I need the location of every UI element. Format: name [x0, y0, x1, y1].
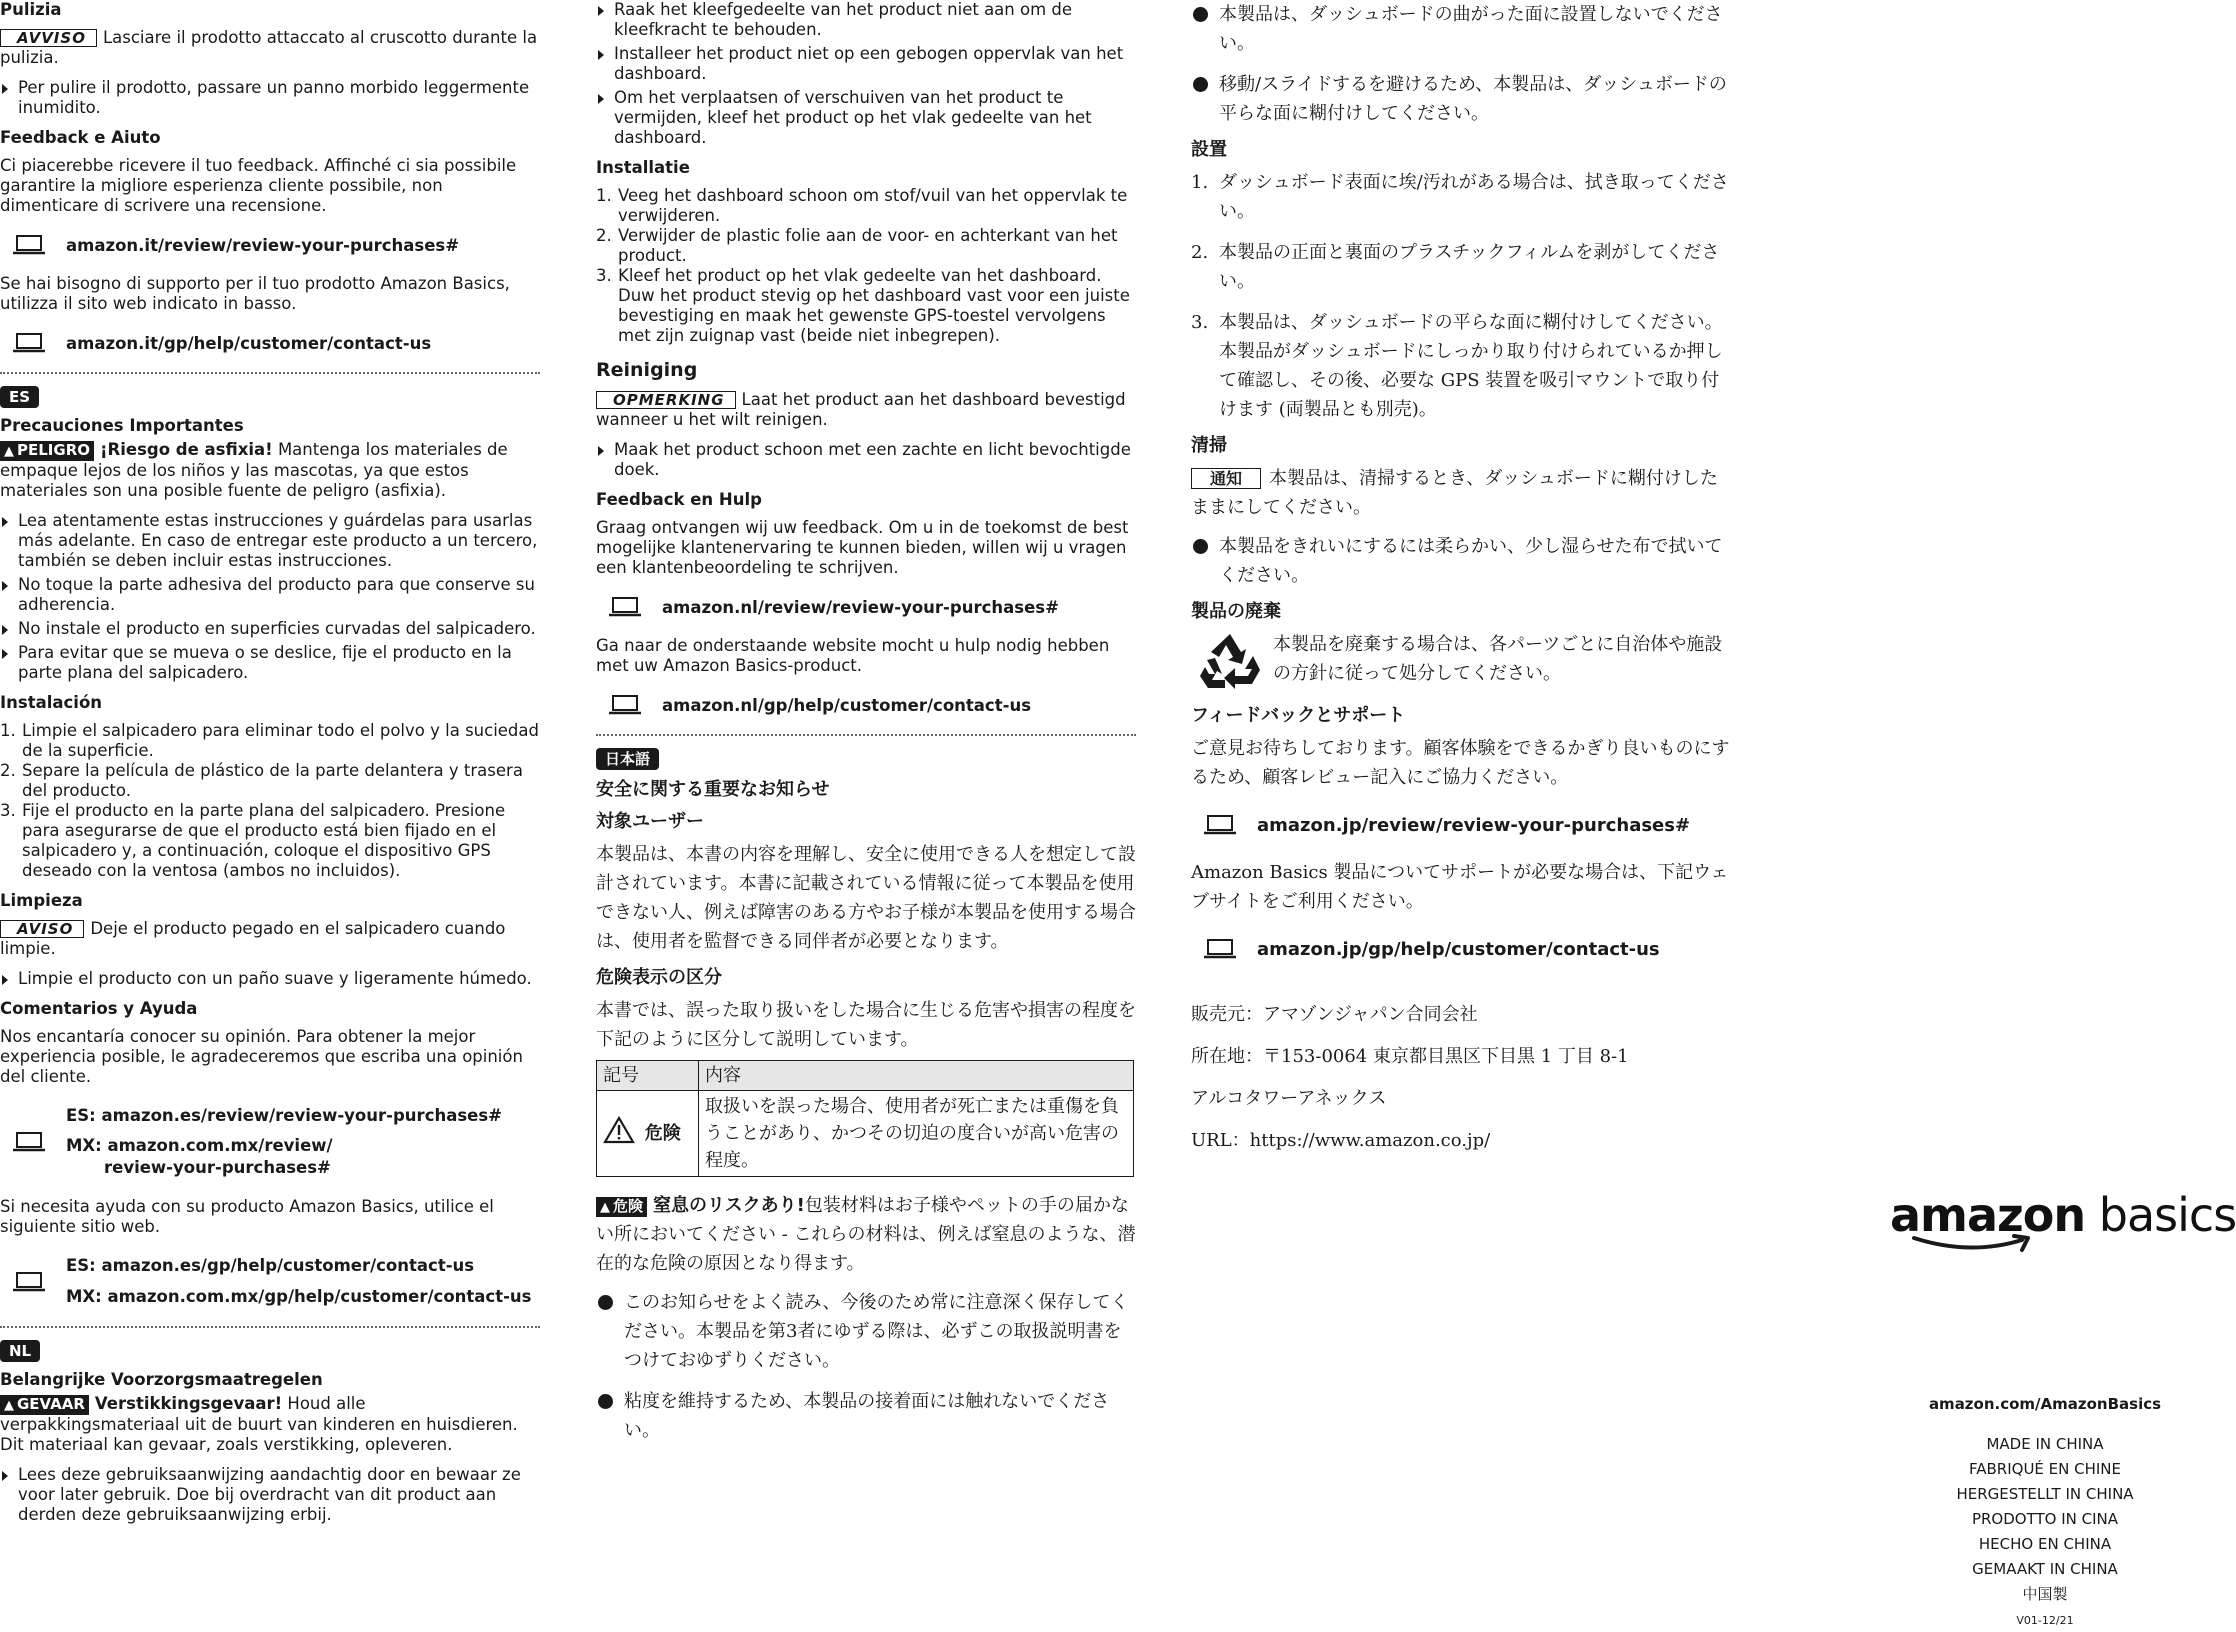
it-cleaning-heading: Pulizia — [0, 0, 62, 19]
recycle-icon — [1197, 630, 1263, 692]
jp-seller-info — [1191, 1000, 1731, 1155]
jp-install-heading: 設置 — [1191, 139, 1227, 160]
es-bullet: No instale el producto en superficies curvadas del salpicadero. — [0, 619, 540, 639]
jp-danger-bold: 窒息のリスクあり! — [653, 1195, 805, 1216]
es-feedback-text: Nos encantaría conocer su opinión. Para obtener la mejor experiencia posible, le agradeceremos que escriba una opinión del cliente. — [0, 1027, 523, 1086]
es-support-url[interactable]: ES: amazon.es/gp/help/customer/contact-us — [66, 1256, 475, 1275]
notice-tag: OPMERKING — [596, 391, 736, 409]
version-code: V01-12/21 — [2016, 1614, 2074, 1627]
jp-bullet: 粘度を維持するため、本製品の接着面には触れないでください。 — [596, 1387, 1136, 1445]
nl-danger-bold: Verstikkingsgevaar! — [94, 1394, 283, 1413]
jp-users-text: 本製品は、本書の内容を理解し、安全に使用できる人を想定して設計されています。本書に記載されている情報に従って本製品を使用できない人、例えば障害のある方やお子様が本製品を使用する場合は、使用者を監督できる同伴者が必要となります。 — [596, 844, 1136, 952]
es-step: 1. Limpie el salpicadero para eliminar todo el polvo y la suciedad de la superficie. — [0, 721, 539, 760]
section-divider — [0, 372, 540, 374]
es-bullet: Lea atentamente estas instrucciones y guárdelas para usarlas más adelante. En caso de entregar este producto a un tercero, también se deben incluir estas instrucciones. — [0, 511, 540, 571]
logo-basics: basics — [2098, 1188, 2236, 1242]
it-notice — [0, 28, 540, 68]
made-in-line: FABRIQUÉ EN CHINE — [1968, 1460, 2122, 1478]
jp-danger-warning — [596, 1191, 1136, 1278]
made-in-line: PRODOTTO IN CINA — [1971, 1510, 2119, 1528]
jp-notice — [1191, 464, 1731, 522]
it-support-text: Se hai bisogno di supporto per il tuo prodotto Amazon Basics, utilizza il sito web indicato in basso. — [0, 274, 510, 313]
nl-feedback-heading: Feedback en Hulp — [596, 490, 762, 509]
table-header-symbol: 記号 — [597, 1061, 699, 1091]
jp-bullet: このお知らせをよく読み、今後のため常に注意深く保存してください。本製品を第3者にゆずる際は、必ずこの取扱説明書をつけておゆずりください。 — [596, 1288, 1136, 1375]
jp-disposal-text: 本製品を廃棄する場合は、各パーツごとに自治体や施設の方針に従って処分してください。 — [1273, 634, 1723, 684]
nl-step: 3. Kleef het product op het vlak gedeelte van het dashboard. Duw het product stevig op het dashboard vast voor een juiste bevestiging en maak het gewenste GPS-toestel vervolgens met zijn zuignap vast (beide niet inbegrepen). — [596, 266, 1130, 345]
warning-triangle-icon — [603, 1116, 635, 1152]
section-divider — [596, 734, 1136, 736]
nl-clean-bullet: Maak het product schoon met een zachte en licht bevochtigde doek. — [596, 440, 1136, 480]
nl-support-link[interactable] — [608, 694, 1136, 716]
nl-support-url[interactable]: amazon.nl/gp/help/customer/contact-us — [662, 695, 1032, 715]
es-danger-bold: ¡Riesgo de asfixia! — [100, 440, 273, 459]
notice-tag: AVISO — [0, 920, 84, 938]
es-precautions-heading: Precauciones Importantes — [0, 416, 244, 435]
nl-cleaning-heading: Reiniging — [596, 359, 698, 381]
jp-bullet: 本製品は、ダッシュボードの曲がった面に設置しないでください。 — [1191, 0, 1731, 58]
brand-site-url[interactable]: amazon.com/AmazonBasics — [1928, 1395, 2162, 1413]
es-danger-warning — [0, 440, 540, 501]
it-feedback-heading: Feedback e Aiuto — [0, 128, 161, 147]
danger-badge: ▲ PELIGRO — [0, 441, 94, 461]
jp-hazard-heading: 危険表示の区分 — [596, 967, 722, 988]
nl-bullet: Raak het kleefgedeelte van het product niet aan om de kleefkracht te behouden. — [596, 0, 1136, 40]
it-clean-bullet: Per pulire il prodotto, passare un panno morbido leggermente inumidito. — [0, 78, 540, 118]
es-install-heading: Instalación — [0, 693, 103, 712]
jp-hazard-text: 本書では、誤った取り扱いをした場合に生じる危害や損害の程度を下記のように区分して説明しています。 — [596, 1000, 1136, 1050]
jp-safety-heading: 安全に関する重要なお知らせ — [596, 779, 830, 800]
nl-review-url[interactable]: amazon.nl/review/review-your-purchases# — [662, 597, 1059, 617]
it-review-url[interactable]: amazon.it/review/review-your-purchases# — [66, 235, 460, 255]
jp-step: 1. ダッシュボード表面に埃/汚れがある場合は、拭き取ってください。 — [1191, 172, 1729, 222]
jp-cleaning-heading: 清掃 — [1191, 435, 1227, 456]
jp-seller: 販売元：アマゾンジャパン合同会社 — [1191, 1004, 1478, 1025]
amazon-basics-logo — [1890, 1188, 2236, 1242]
column-japanese — [1191, 0, 1731, 1168]
column-italian-spanish-dutch — [0, 0, 540, 1529]
laptop-icon — [608, 596, 642, 618]
es-support-links — [12, 1255, 540, 1308]
laptop-icon — [12, 332, 46, 354]
it-notice-text: Lasciare il prodotto attaccato al cruscotto durante la pulizia. — [0, 28, 538, 67]
es-step: 3. Fije el producto en la parte plana del salpicadero. Presione para asegurarse de que el producto está bien fijado en el salpicadero y, a continuación, coloque el dispositivo GPS deseado con la ventosa (ambos no incluidos). — [0, 801, 506, 880]
jp-support-text: Amazon Basics 製品についてサポートが必要な場合は、下記ウェブサイトをご利用ください。 — [1191, 862, 1729, 912]
jp-disposal — [1191, 630, 1731, 692]
nl-install-heading: Installatie — [596, 158, 690, 177]
laptop-icon — [1203, 938, 1237, 960]
es-notice — [0, 919, 540, 959]
made-in-line: HECHO EN CHINA — [1978, 1535, 2112, 1553]
danger-badge: ▲ 危険 — [596, 1197, 647, 1217]
es-feedback-heading: Comentarios y Ayuda — [0, 999, 198, 1018]
jp-feedback-text: ご意見お待ちしております。顧客体験をできるかぎり良いものにするため、顧客レビュー記入にご協力ください。 — [1191, 738, 1730, 788]
nl-precautions-heading: Belangrijke Voorzorgsmaatregelen — [0, 1370, 323, 1389]
made-in-list — [1890, 1432, 2200, 1607]
section-divider — [0, 1326, 540, 1328]
jp-address: 所在地：〒153-0064 東京都目黒区下目黒 1 丁目 8-1 — [1191, 1046, 1629, 1067]
jp-step: 2. 本製品の正面と裏面のプラスチックフィルムを剥がしてください。 — [1191, 242, 1720, 292]
jp-step: 3. 本製品は、ダッシュボードの平らな面に糊付けしてください。本製品がダッシュボードにしっかり取り付けられているか押して確認し、その後、必要な GPS 装置を吸引マウントで取り付けます (両製品とも別売)。 — [1191, 312, 1723, 420]
jp-feedback-heading: フィードバックとサポート — [1191, 705, 1406, 726]
nl-step: 2. Verwijder de plastic folie aan de voor- en achterkant van het product. — [596, 226, 1118, 265]
table-content-cell: 取扱いを誤った場合、使用者が死亡または重傷を負うことがあり、かつその切迫の度合いが高い危害の程度。 — [699, 1091, 1134, 1177]
it-review-link[interactable] — [12, 234, 540, 256]
jp-support-link[interactable] — [1203, 938, 1731, 960]
smile-arrow-icon — [1910, 1234, 2040, 1254]
warning-triangle-icon: ▲ — [4, 1398, 14, 1413]
nl-feedback-text: Graag ontvangen wij uw feedback. Om u in de toekomst de best mogelijke klantenervaring te kunnen bieden, willen wij u vragen een klantenbeoordeling te schrijven. — [596, 518, 1129, 577]
es-cleaning-heading: Limpieza — [0, 891, 83, 910]
made-in-line: 中国製 — [2022, 1585, 2068, 1603]
laptop-icon — [608, 694, 642, 716]
hazard-table — [596, 1060, 1134, 1177]
es-bullet: Para evitar que se mueva o se deslice, fije el producto en la parte plana del salpicadero. — [0, 643, 540, 683]
es-bullet: No toque la parte adhesiva del producto para que conserve su adherencia. — [0, 575, 540, 615]
jp-building: アルコタワーアネックス — [1191, 1088, 1387, 1109]
table-symbol-label: 危険 — [644, 1122, 681, 1144]
nl-language-badge: NL — [0, 1340, 40, 1362]
made-in-line: GEMAAKT IN CHINA — [1972, 1560, 2118, 1578]
warning-triangle-icon: ▲ — [4, 444, 14, 459]
nl-notice-text: Laat het product aan het dashboard bevestigd wanneer u het wilt reinigen. — [596, 390, 1126, 429]
es-danger-text: Mantenga los materiales de empaque lejos de los niños y las mascotas, ya que estos materiales son una posible fuente de peligro (asfixia). — [0, 440, 508, 500]
jp-notice-text: 本製品は、清掃するとき、ダッシュボードに糊付けしたままにしてください。 — [1191, 468, 1718, 518]
jp-review-url[interactable]: amazon.jp/review/review-your-purchases# — [1257, 814, 1691, 836]
nl-danger-warning — [0, 1394, 540, 1455]
jp-users-heading: 対象ユーザー — [596, 811, 704, 832]
es-language-badge: ES — [0, 386, 39, 408]
it-support-link[interactable] — [12, 332, 540, 354]
mx-review-url[interactable]: MX: amazon.com.mx/review/ — [66, 1136, 333, 1155]
nl-danger-text: Houd alle verpakkingsmateriaal uit de buurt van kinderen en huisdieren. Dit materiaal kan gevaar, zoals verstikking, opleveren. — [0, 1394, 518, 1454]
it-feedback-text: Ci piacerebbe ricevere il tuo feedback. Affinché ci sia possibile garantire la migliore esperienza cliente possibile, non dimenticare di scrivere una recensione. — [0, 156, 517, 215]
nl-review-link[interactable] — [608, 596, 1136, 618]
es-clean-bullet: Limpie el producto con un paño suave y ligeramente húmedo. — [0, 969, 540, 989]
nl-support-text: Ga naar de onderstaande website mocht u hulp nodig hebben met uw Amazon Basics-product. — [596, 636, 1110, 675]
table-header-content: 内容 — [699, 1061, 1134, 1091]
back-panel — [1890, 0, 2236, 1632]
es-review-url[interactable]: ES: amazon.es/review/review-your-purchases# — [66, 1106, 503, 1125]
jp-language-badge: 日本語 — [596, 748, 659, 770]
japanese-section — [596, 748, 1136, 1445]
jp-danger-text: 包装材料はお子様やペットの手の届かない所においてください - これらの材料は、例えば窒息のような、潜在的な危険の原因となり得ます。 — [596, 1195, 1136, 1274]
jp-review-link[interactable] — [1203, 814, 1731, 836]
laptop-icon — [12, 1271, 46, 1293]
nl-bullet: Installeer het product niet op een gebogen oppervlak van het dashboard. — [596, 44, 1136, 84]
nl-notice — [596, 390, 1136, 430]
table-symbol-cell — [597, 1091, 699, 1177]
made-in-line: MADE IN CHINA — [1986, 1435, 2104, 1453]
made-in-line: HERGESTELLT IN CHINA — [1956, 1485, 2134, 1503]
mx-support-url[interactable]: MX: amazon.com.mx/gp/help/customer/contact-us — [66, 1287, 532, 1306]
jp-url[interactable]: URL：https://www.amazon.co.jp/ — [1191, 1130, 1491, 1151]
laptop-icon — [1203, 814, 1237, 836]
jp-support-url[interactable]: amazon.jp/gp/help/customer/contact-us — [1257, 938, 1660, 960]
es-step: 2. Separe la película de plástico de la parte delantera y trasera del producto. — [0, 761, 523, 800]
laptop-icon — [12, 1131, 46, 1153]
notice-tag: 通知 — [1191, 468, 1261, 489]
jp-bullet: 移動/スライドするを避けるため、本製品は、ダッシュボードの平らな面に糊付けしてください。 — [1191, 70, 1731, 128]
notice-tag: AVVISO — [0, 29, 97, 47]
danger-badge: ▲ GEVAAR — [0, 1395, 89, 1415]
it-support-url[interactable]: amazon.it/gp/help/customer/contact-us — [66, 333, 432, 353]
jp-disposal-heading: 製品の廃棄 — [1191, 601, 1281, 622]
logo-amazon: amazon — [1890, 1188, 2086, 1242]
mx-review-url-cont[interactable]: review-your-purchases# — [104, 1158, 331, 1177]
nl-bullet: Om het verplaatsen of verschuiven van het product te vermijden, kleef het product op het vlak gedeelte van het dashboard. — [596, 88, 1136, 148]
es-review-links — [12, 1105, 540, 1179]
nl-step: 1. Veeg het dashboard schoon om stof/vuil van het oppervlak te verwijderen. — [596, 186, 1128, 225]
laptop-icon — [12, 234, 46, 256]
es-support-text: Si necesita ayuda con su producto Amazon Basics, utilice el siguiente sitio web. — [0, 1197, 494, 1236]
warning-triangle-icon: ▲ — [600, 1200, 610, 1215]
es-notice-text: Deje el producto pegado en el salpicadero cuando limpie. — [0, 919, 506, 958]
jp-clean-bullet: 本製品をきれいにするには柔らかい、少し湿らせた布で拭いてください。 — [1191, 532, 1731, 590]
column-dutch-japanese — [596, 0, 1136, 1457]
nl-bullet: Lees deze gebruiksaanwijzing aandachtig door en bewaar ze voor later gebruik. Doe bij overdracht van dit product aan derden deze gebruiksaanwijzing erbij. — [0, 1465, 540, 1525]
